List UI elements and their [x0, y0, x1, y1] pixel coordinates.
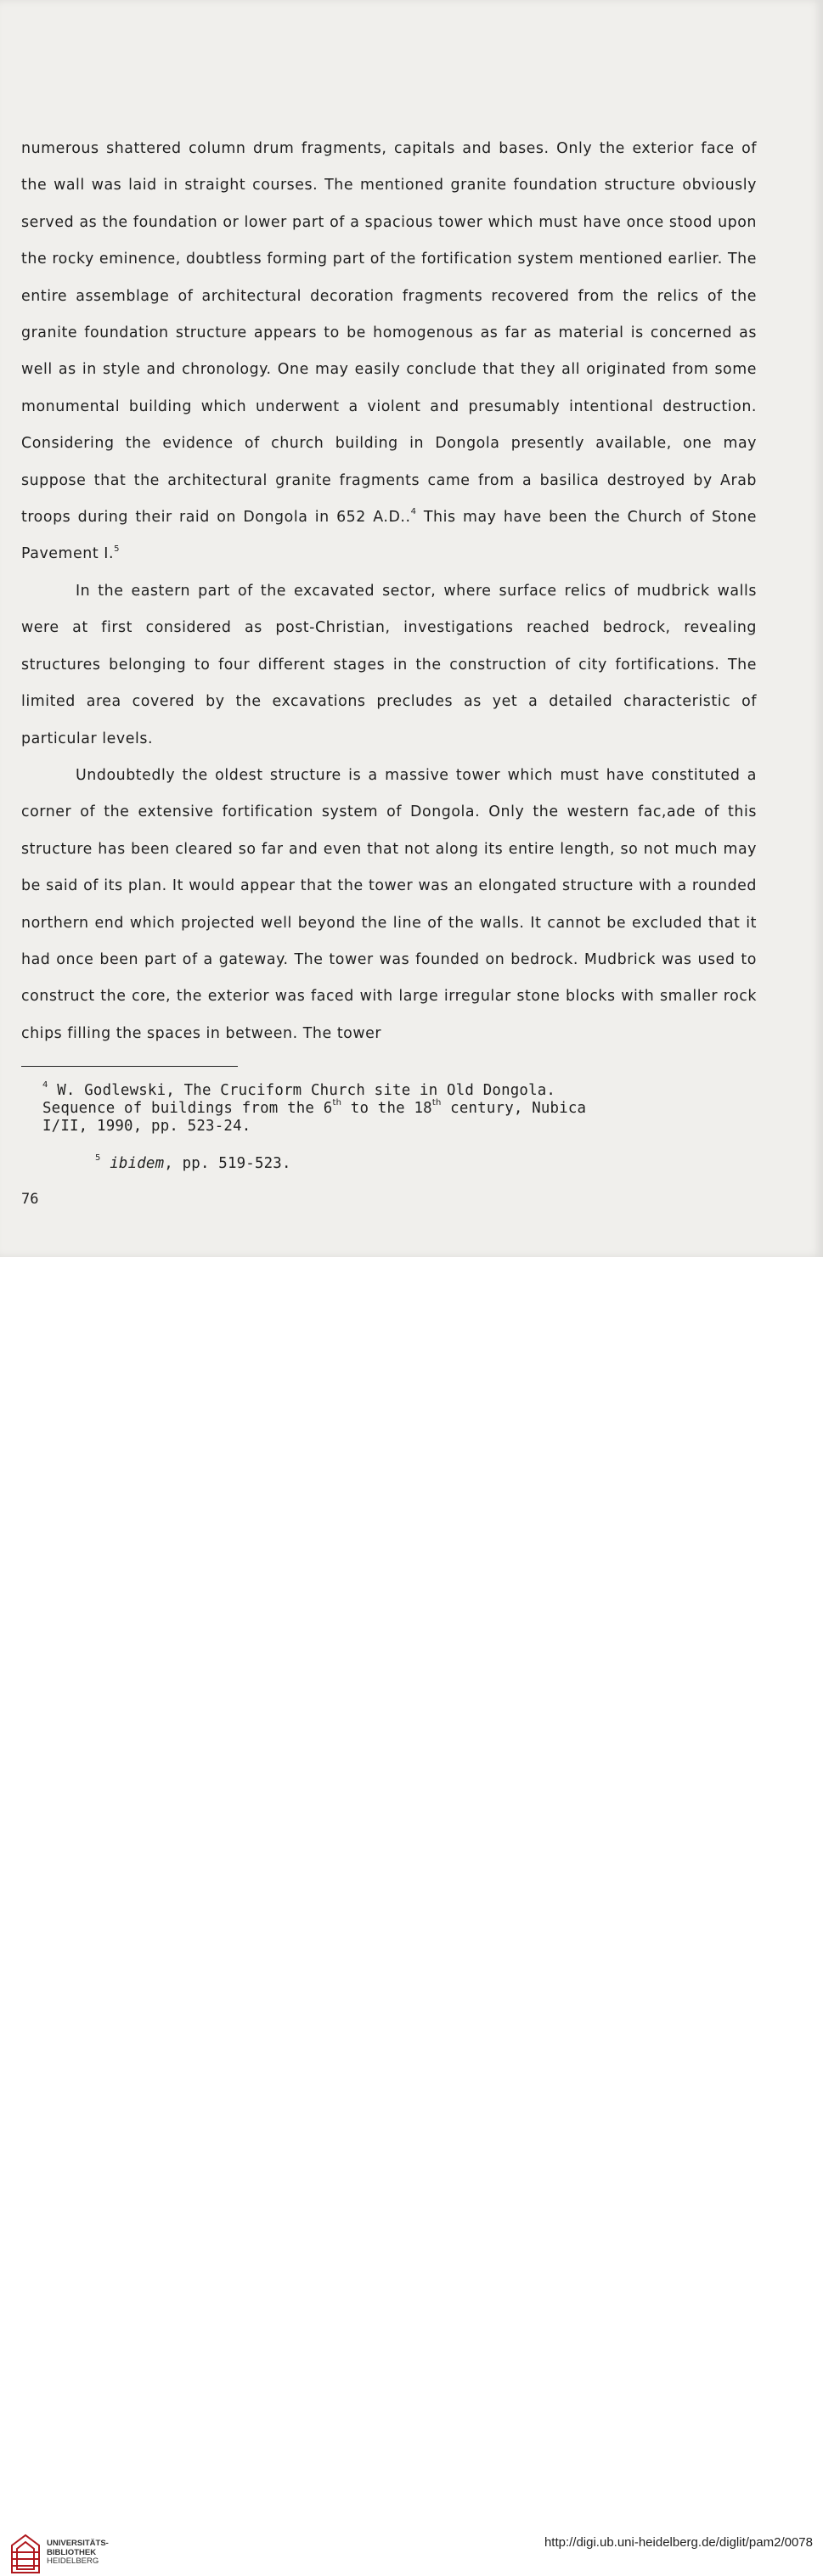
permalink-url[interactable]: http://digi.ub.uni-heidelberg.de/diglit/pam2/0078 [544, 2535, 813, 2550]
footnote-separator [21, 1066, 238, 1067]
paragraph-1 [21, 131, 757, 573]
footnote-5 [95, 1155, 792, 1173]
footnote-4 [42, 1082, 739, 1136]
footnote-4-line2a: Sequence of buildings from the 6 [42, 1100, 333, 1117]
scanned-page [0, 0, 823, 1257]
library-name [47, 2539, 109, 2567]
library-name-line3: HEIDELBERG [47, 2556, 99, 2566]
viewer-footer [0, 1257, 823, 2566]
footnote-ref-5: 5 [114, 544, 120, 554]
paragraph-1-text-end: This may have been the Church of Stone Pavement I. [21, 509, 757, 563]
paragraph-1-text: numerous shattered column drum fragments, capitals and bases. Only the exterior face of the wall was laid in straight courses. The mentioned granite foundation structure obviously served as the foundation or lower part of a spacious tower which must have once stood upon the rocky eminence, doubtless forming part of the fortification system mentioned earlier. The entire assemblage of architectural decoration fragments recovered from the relics of the granite foundation structure appears to be homogenous as far as material is concerned as well as in style and chronology. One may easily conclude that they all originated from some monumental building which underwent a violent and presumably intentional destruction. Considering the evidence of church building in Dongola presently available, one may suppose that the architectural granite fragments came from a basilica destroyed by Arab troops during their raid on Dongola in 652 A.D.. [21, 140, 757, 527]
footnote-4-line2b: to the 18 [341, 1100, 432, 1117]
footnote-4-sup-th-2: th [431, 1098, 442, 1108]
footnote-4-number: 4 [42, 1080, 48, 1091]
paragraph-3: Undoubtedly the oldest structure is a massive tower which must have constituted a corner of the extensive fortification system of Dongola. Only the western fac,ade of this structure has been cleared so far and even that not along its entire length, so not much may be said of its plan. It would appear that the tower was an elongated structure with a rounded northern end which projected well beyond the line of the walls. It cannot be excluded that it had once been part of a gateway. The tower was founded on bedrock. Mudbrick was used to construct the core, the exterior was faced with large irregular stone blocks with smaller rock chips filling the spaces in between. The tower [21, 766, 757, 1042]
footnote-4-line3: I/II, 1990, pp. 523-24. [42, 1118, 251, 1135]
library-name-line2: BIBLIOTHEK [47, 2547, 97, 2557]
footnote-4-sup-th-1: th [332, 1098, 342, 1108]
page-number: 76 [21, 1191, 39, 1208]
footnote-5-ibidem: ibidem [110, 1155, 165, 1172]
university-library-logo-icon[interactable] [8, 2528, 42, 2576]
paragraph-2: In the eastern part of the excavated sector, where surface relics of mudbrick walls were at first considered as post-Christian, investigations reached bedrock, revealing structures belonging to four different stages in the construction of city fortifications. The limited area covered by the excavations precludes as yet a detailed characteristic of particular levels. [21, 582, 757, 747]
body-text [21, 131, 757, 1052]
footnote-5-pages: , pp. 519-523. [164, 1155, 291, 1172]
library-name-line1: UNIVERSITÄTS- [47, 2539, 109, 2548]
footnote-4-line1: W. Godlewski, The Cruciform Church site in Old Dongola. [48, 1082, 556, 1099]
footnote-ref-4: 4 [410, 507, 417, 517]
footnote-5-number: 5 [95, 1153, 101, 1164]
footnote-4-line2c: century, Nubica [441, 1100, 587, 1117]
